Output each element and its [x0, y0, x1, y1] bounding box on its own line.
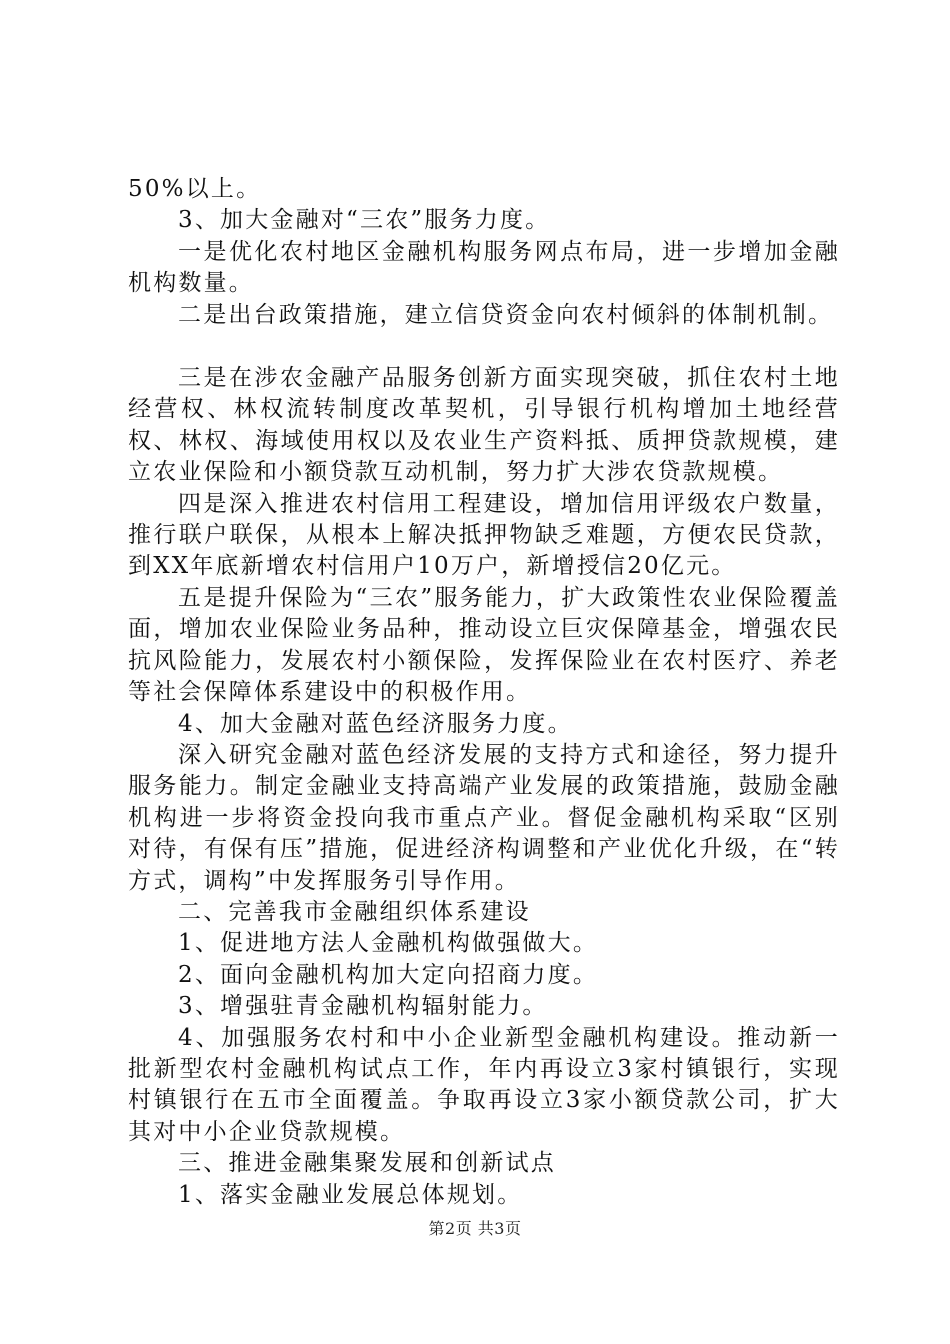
paragraph-continuation: 50%以上。 — [128, 176, 262, 202]
paragraph-fourth-measure: 四是深入推进农村信用工程建设，增加信用评级农户数量，推行联户联保，从根本上解决抵押物缺乏难题，方便农民贷款，到XX年底新增农村信用户10万户，新增授信20亿元。 — [128, 490, 840, 580]
page-number-footer: 第2页 共3页 — [428, 1219, 522, 1238]
list-item-radiation-capacity: 3、增强驻青金融机构辐射能力。 — [178, 993, 548, 1020]
paragraph-third-measure: 三是在涉农金融产品服务创新方面实现突破，抓住农村土地经营权、林权流转制度改革契机，引导银行机构增加土地经营权、林权、海域使用权以及农业生产资料抵、质押贷款规模，建立农业保险和小额贷款互动机制，努力扩大涉农贷款规模。 — [128, 365, 840, 486]
list-item-master-plan: 1、落实金融业发展总体规划。 — [178, 1181, 523, 1208]
paragraph-second-measure: 二是出台政策措施，建立信贷资金向农村倾斜的体制机制。 — [178, 301, 834, 328]
section-heading-agglomeration: 三、推进金融集聚发展和创新试点 — [178, 1150, 556, 1177]
section-heading-organization: 二、完善我市金融组织体系建设 — [178, 898, 531, 925]
paragraph-blue-economy: 深入研究金融对蓝色经济发展的支持方式和途径，努力提升服务能力。制定金融业支持高端产业发展的政策措施，鼓励金融机构进一步将资金投向我市重点产业。督促金融机构采取“区别对待，有保有压”措施，促进经济构调整和产业优化升级，在“转方式，调构”中发挥服务引导作用。 — [128, 741, 840, 894]
list-item-investment-attraction: 2、面向金融机构加大定向招商力度。 — [178, 961, 599, 988]
paragraph-first-measure: 一是优化农村地区金融机构服务网点布局，进一步增加金融机构数量。 — [128, 238, 840, 297]
document-body — [128, 174, 840, 1211]
subheading-blue-economy: 4、加大金融对蓝色经济服务力度。 — [178, 710, 573, 737]
paragraph-gap — [128, 331, 840, 363]
list-item-local-institutions: 1、促进地方法人金融机构做强做大。 — [178, 930, 599, 957]
list-item-new-institutions: 4、加强服务农村和中小企业新型金融机构建设。推动新一批新型农村金融机构试点工作，年内再设立3家村镇银行，实现村镇银行在五市全面覆盖。争取再设立3家小额贷款公司，扩大其对中小企业贷款规模。 — [128, 1024, 840, 1145]
paragraph-fifth-measure: 五是提升保险为“三农”服务能力，扩大政策性农业保险覆盖面，增加农业保险业务品种，推动设立巨灾保障基金，增强农民抗风险能力，发展农村小额保险，发挥保险业在农村医疗、养老等社会保障体系建设中的积极作用。 — [128, 584, 840, 706]
subheading-rural-finance: 3、加大金融对“三农”服务力度。 — [178, 207, 551, 234]
